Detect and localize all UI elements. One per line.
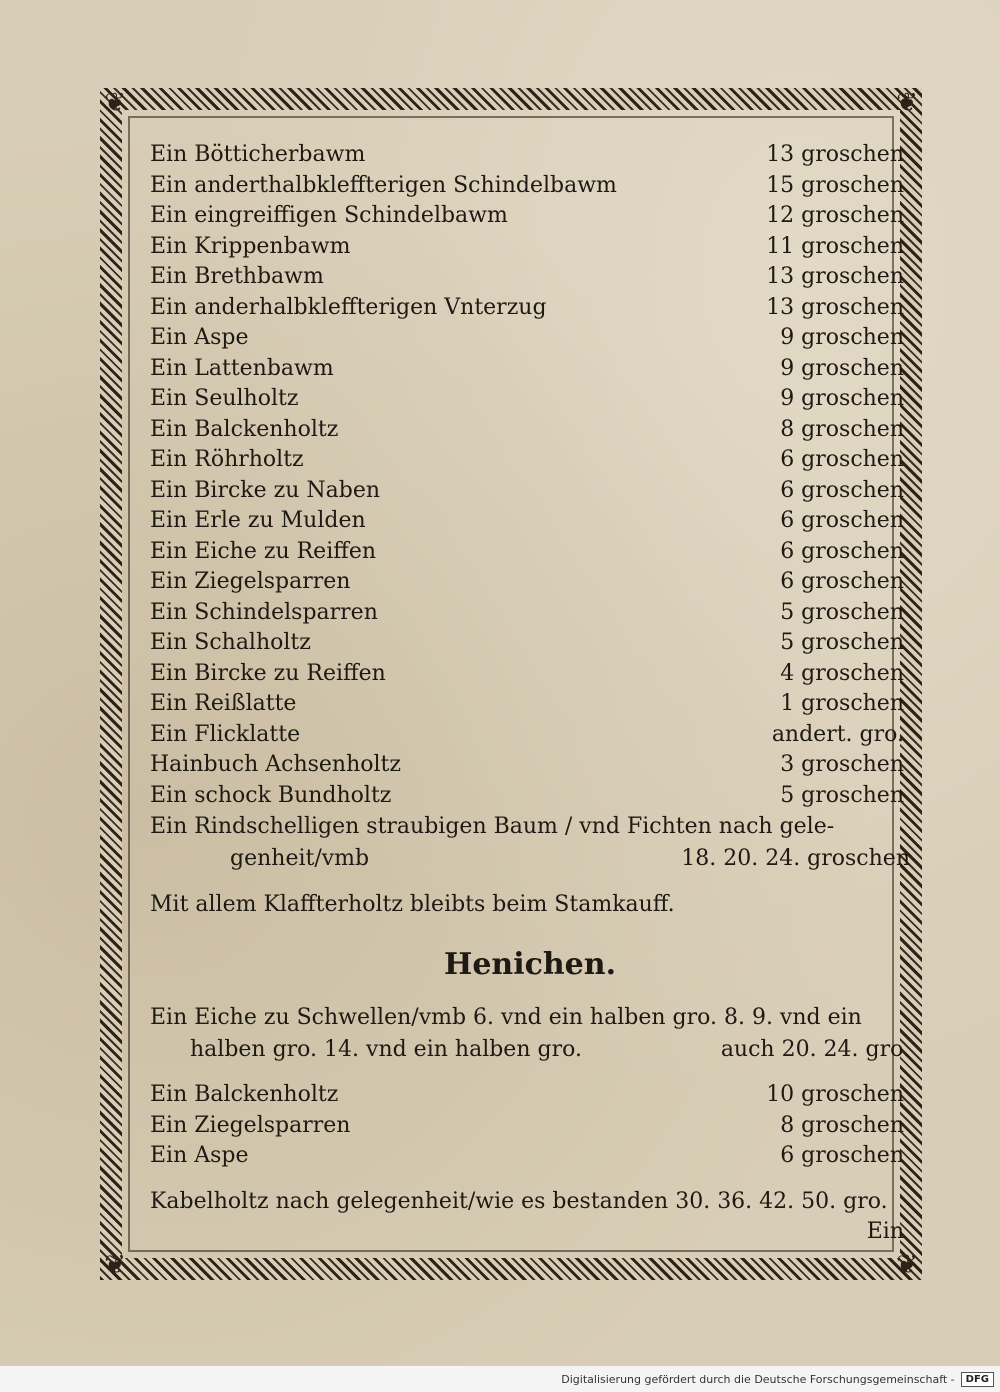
long-item-price: 18. 20. 24. groschen xyxy=(681,846,910,871)
item-name: Ein anderthalbkleffterigen Schindelbawm xyxy=(150,172,617,198)
item-name: Ein Ziegelsparren xyxy=(150,569,351,594)
item-price: 10 groschen xyxy=(766,1082,904,1107)
item-price: 6 groschen xyxy=(780,447,904,472)
item-price: 13 groschen xyxy=(766,294,904,320)
list-item xyxy=(150,1080,910,1111)
list-item xyxy=(150,232,910,263)
item-name: Ein Lattenbawm xyxy=(150,355,334,381)
henichen-line1: Ein Eiche zu Schwellen/vmb 6. vnd ein halben gro. 8. 9. vnd ein xyxy=(150,1005,862,1030)
list-item xyxy=(150,262,910,293)
item-name: Ein Ziegelsparren xyxy=(150,1112,351,1138)
corner-ornament-icon: ❦ xyxy=(104,1250,126,1280)
henichen-paragraph xyxy=(150,1002,910,1066)
list-item xyxy=(150,537,910,568)
list-item xyxy=(150,598,910,629)
list-item xyxy=(150,781,910,812)
item-name: Ein Bircke zu Reiffen xyxy=(150,660,386,686)
henichen-line2-right: auch 20. 24. gro. xyxy=(720,1037,910,1062)
item-name: Ein Schalholtz xyxy=(150,630,311,655)
item-price: 8 groschen xyxy=(780,1112,904,1138)
corner-ornament-icon: ❦ xyxy=(104,88,126,118)
long-item-line1: Ein Rindschelligen straubigen Baum / vnd Fichten nach gele- xyxy=(150,814,835,839)
item-price: 8 groschen xyxy=(780,416,904,442)
item-name: Ein Reißlatte xyxy=(150,691,297,716)
item-price: 1 groschen xyxy=(780,691,904,716)
item-price: 9 groschen xyxy=(780,355,904,381)
item-price: 6 groschen xyxy=(780,569,904,594)
item-name: Ein anderhalbkleffterigen Vnterzug xyxy=(150,294,547,320)
item-price: 6 groschen xyxy=(780,477,904,503)
list-item xyxy=(150,384,910,415)
list-item xyxy=(150,323,910,354)
henichen-item-list xyxy=(150,1080,910,1172)
item-name: Ein Seulholtz xyxy=(150,386,299,411)
item-name: Ein Bircke zu Naben xyxy=(150,477,381,503)
list-item xyxy=(150,567,910,598)
item-price: 5 groschen xyxy=(780,630,904,655)
item-price: 13 groschen xyxy=(766,264,904,289)
item-name: Ein schock Bundholtz xyxy=(150,782,392,808)
list-item xyxy=(150,293,910,324)
item-name: Ein Brethbawm xyxy=(150,264,324,289)
item-list xyxy=(150,140,910,811)
list-item xyxy=(150,1141,910,1172)
price-list xyxy=(150,140,910,1246)
item-price: 9 groschen xyxy=(780,386,904,411)
footer-bar xyxy=(0,1365,1000,1392)
list-item xyxy=(150,1111,910,1142)
list-item xyxy=(150,476,910,507)
list-item xyxy=(150,720,910,751)
item-name: Ein Aspe xyxy=(150,325,249,350)
corner-ornament-icon: ❦ xyxy=(896,1250,918,1280)
item-name: Ein Balckenholtz xyxy=(150,1082,339,1107)
item-name: Ein Eiche zu Reiffen xyxy=(150,538,377,564)
item-name: Ein Flicklatte xyxy=(150,721,301,747)
item-price: andert. gro. xyxy=(771,721,904,747)
item-price: 15 groschen xyxy=(766,172,904,198)
item-name: Ein Erle zu Mulden xyxy=(150,508,366,533)
list-item xyxy=(150,689,910,720)
list-item xyxy=(150,354,910,385)
item-price: 6 groschen xyxy=(780,508,904,533)
long-item-line2: genheit/vmb xyxy=(230,846,370,871)
list-item xyxy=(150,628,910,659)
item-name: Ein Krippenbawm xyxy=(150,233,351,259)
note: Mit allem Klaffterholtz bleibts beim Stamkauff. xyxy=(150,892,675,917)
item-price: 11 groschen xyxy=(766,233,904,259)
item-name: Ein Röhrholtz xyxy=(150,447,304,472)
list-item xyxy=(150,201,910,232)
item-price: 9 groschen xyxy=(780,325,904,350)
item-price: 13 groschen xyxy=(766,142,904,167)
list-item xyxy=(150,140,910,171)
item-name: Ein Bötticherbawm xyxy=(150,142,366,167)
list-item xyxy=(150,750,910,781)
corner-ornament-icon: ❦ xyxy=(896,88,918,118)
list-item xyxy=(150,506,910,537)
item-name: Ein Schindelsparren xyxy=(150,599,378,625)
section-title: Henichen. xyxy=(443,947,617,982)
footer-text: Digitalisierung gefördert durch die Deutsche Forschungsgemeinschaft - xyxy=(561,1372,955,1386)
long-item xyxy=(150,811,910,875)
item-price: 6 groschen xyxy=(780,538,904,564)
item-name: Ein eingreiffigen Schindelbawm xyxy=(150,203,508,228)
list-item xyxy=(150,659,910,690)
item-name: Ein Balckenholtz xyxy=(150,416,339,442)
item-name: Hainbuch Achsenholtz xyxy=(150,752,401,777)
item-price: 12 groschen xyxy=(766,203,904,228)
item-name: Ein Aspe xyxy=(150,1143,249,1168)
item-price: 6 groschen xyxy=(780,1143,904,1168)
item-price: 5 groschen xyxy=(780,782,904,808)
item-price: 3 groschen xyxy=(780,752,904,777)
list-item xyxy=(150,415,910,446)
dfg-logo: DFG xyxy=(961,1372,994,1387)
item-price: 4 groschen xyxy=(780,660,904,686)
henichen-line2: halben gro. 14. vnd ein halben gro. xyxy=(190,1037,582,1062)
list-item xyxy=(150,171,910,202)
catchword: Ein xyxy=(866,1218,904,1244)
item-price: 5 groschen xyxy=(780,599,904,625)
list-item xyxy=(150,445,910,476)
last-line: Kabelholtz nach gelegenheit/wie es bestanden 30. 36. 42. 50. gro. xyxy=(150,1188,888,1214)
